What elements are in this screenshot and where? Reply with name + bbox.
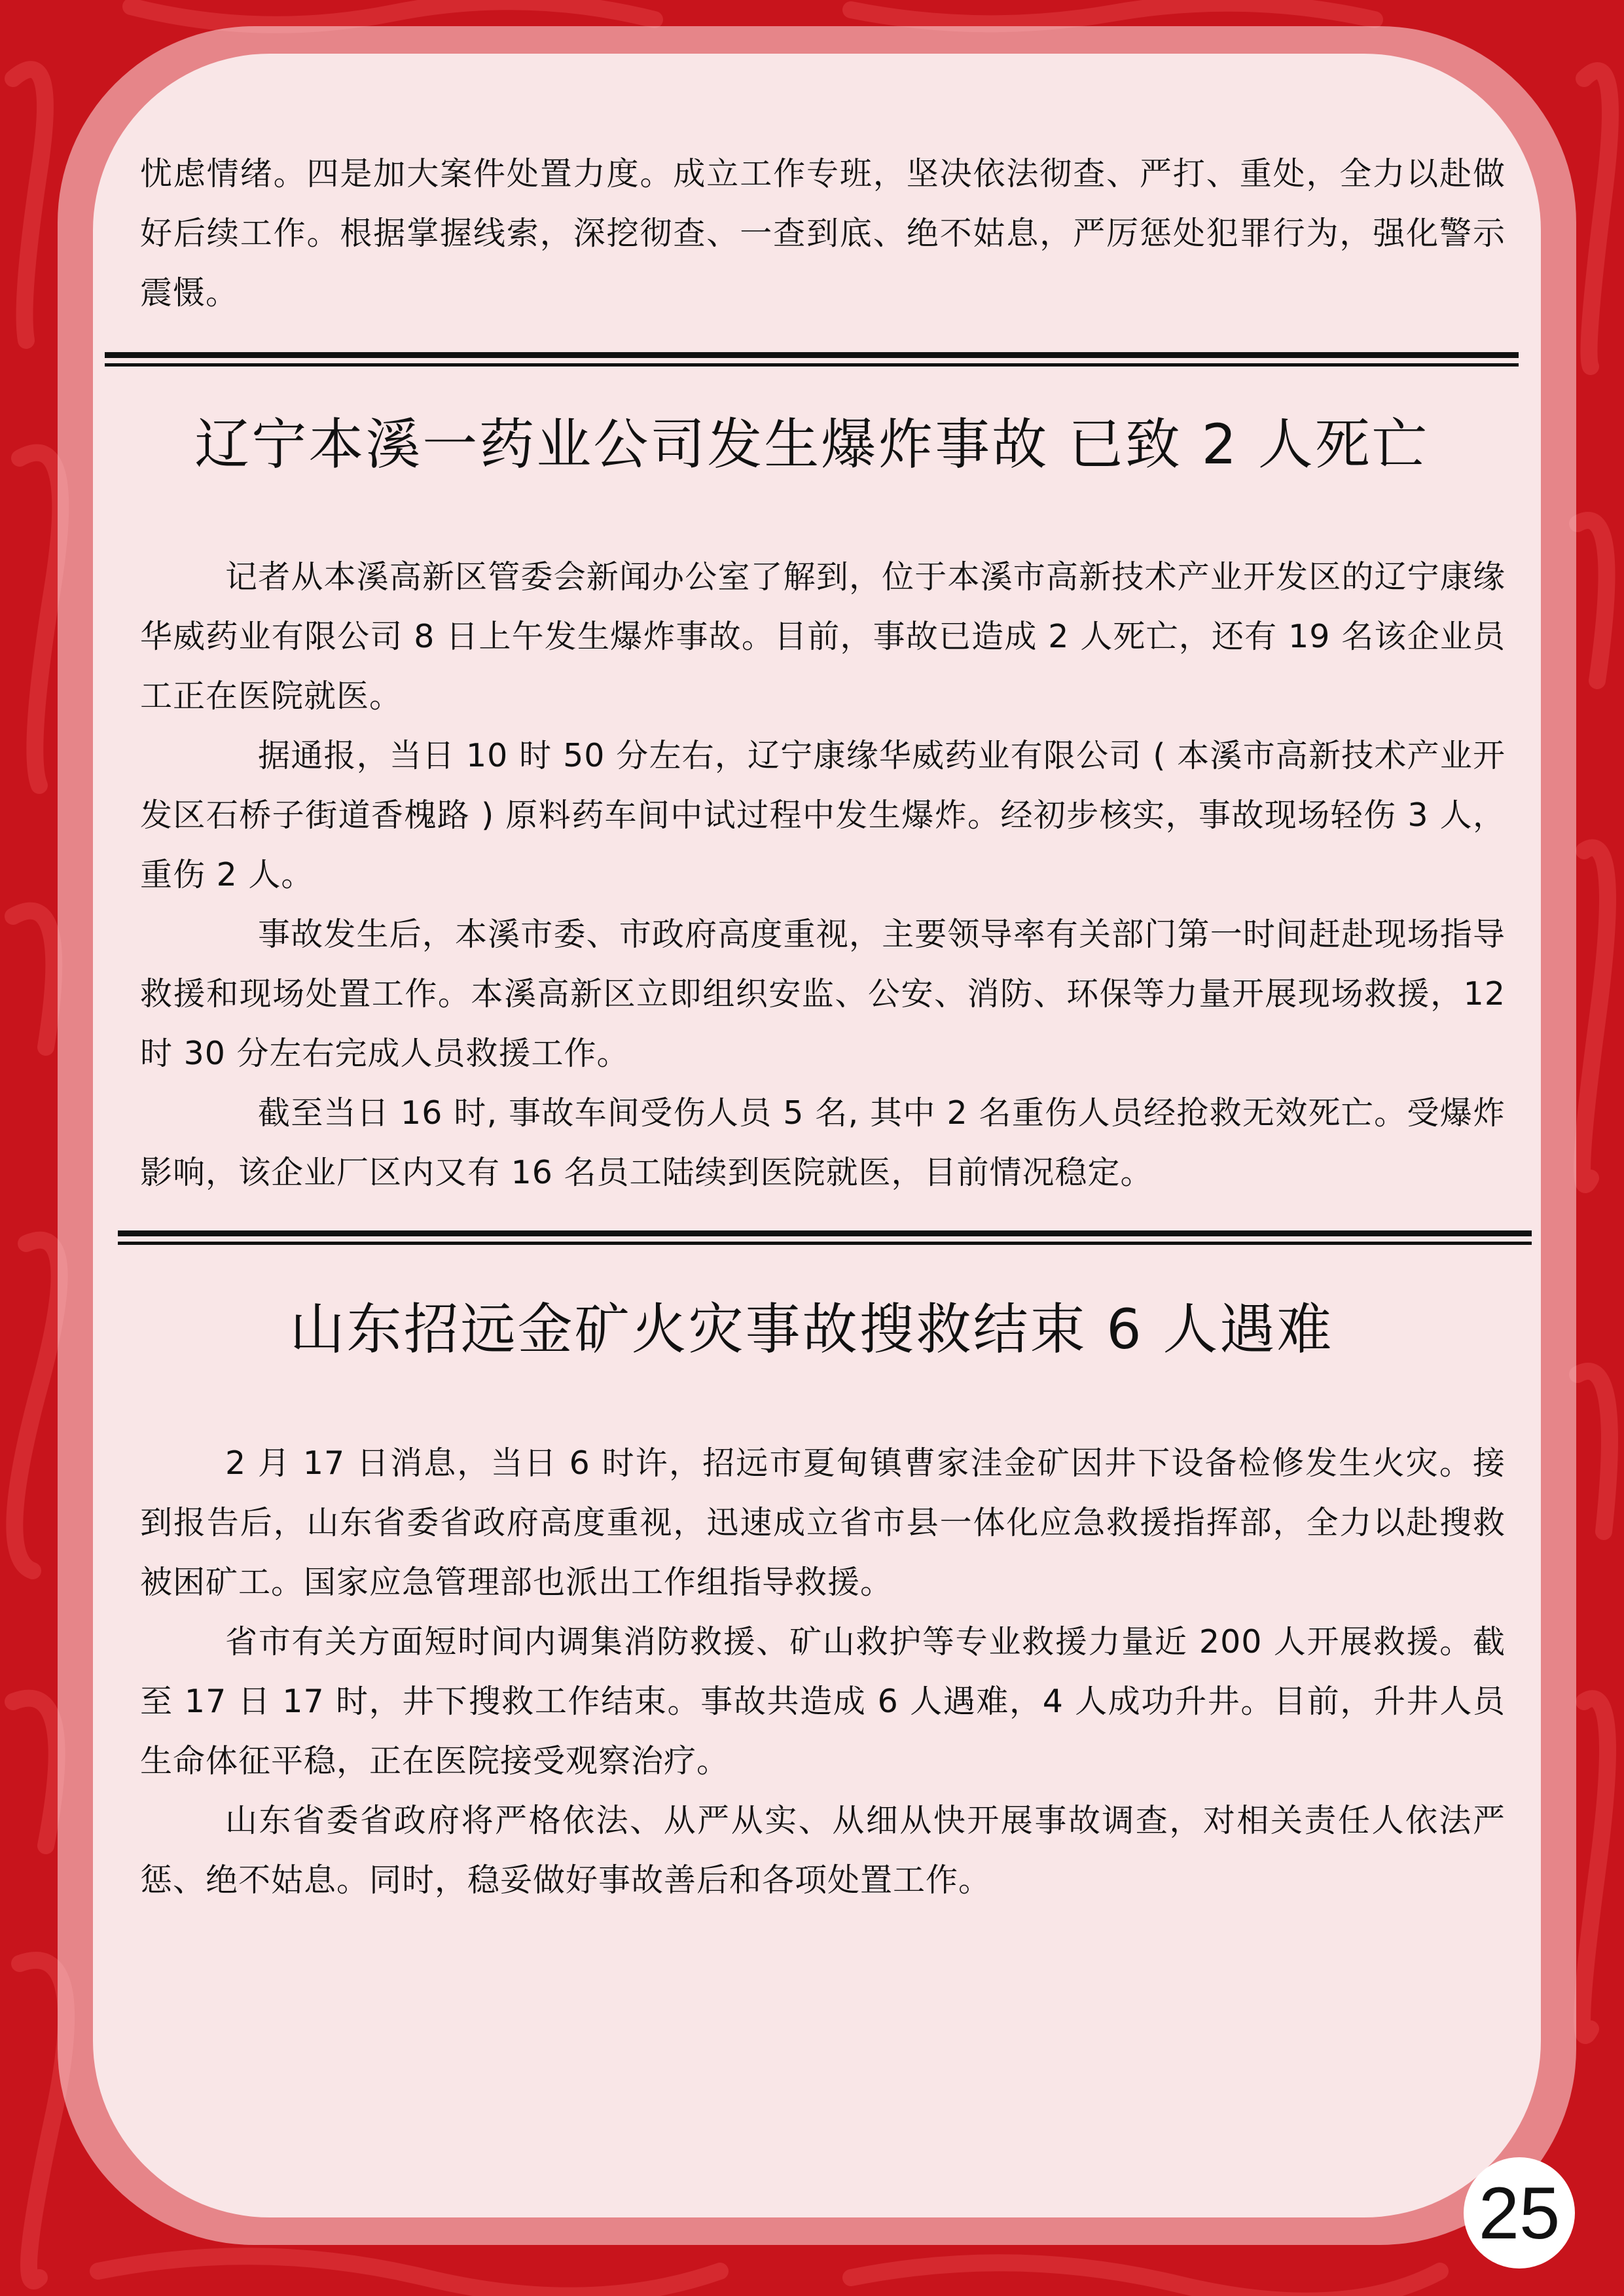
article2-title: 山东招远金矿火灾事故搜救结束 6 人遇难 bbox=[289, 1297, 1334, 1361]
article2-paragraph: 2 月 17 日消息，当日 6 时许，招远市夏甸镇曹家洼金矿因井下设备检修发生火灾。接到报告后，山东省委省政府高度重视，迅速成立省市县一体化应急救援指挥部，全力以赴搜救被困矿工。国家应急管理部也派出工作组指导救援。 bbox=[140, 1444, 1506, 1601]
intro-text bbox=[140, 144, 1506, 323]
intro-paragraph: 忧虑情绪。四是加大案件处置力度。成立工作专班，坚决依法彻查、严打、重处，全力以赴做好后续工作。根据掌握线索，深挖彻查、一查到底、绝不姑息，严厉惩处犯罪行为，强化警示震慑。 bbox=[140, 155, 1506, 312]
article2-body bbox=[140, 1433, 1506, 1910]
article1-body bbox=[140, 547, 1506, 1202]
article1-paragraph: 记者从本溪高新区管委会新闻办公室了解到，位于本溪市高新技术产业开发区的辽宁康缘华威药业有限公司 8 日上午发生爆炸事故。目前，事故已造成 2 人死亡，还有 19 名该企业员工正在医院就医。 bbox=[140, 558, 1506, 715]
article1-paragraph: 事故发生后，本溪市委、市政府高度重视，主要领导率有关部门第一时间赶赴现场指导救援和现场处置工作。本溪高新区立即组织安监、公安、消防、环保等力量开展现场救援，12 时 30 分左右完成人员救援工作。 bbox=[140, 916, 1506, 1072]
article1-paragraph: 据通报，当日 10 时 50 分左右，辽宁康缘华威药业有限公司 ( 本溪市高新技术产业开发区石桥子街道香槐路 ) 原料药车间中试过程中发生爆炸。经初步核实，事故现场轻伤 3 人，重伤 2 人。 bbox=[140, 737, 1506, 893]
section-divider bbox=[105, 352, 1519, 367]
page-number: 25 bbox=[1464, 2157, 1575, 2269]
article1-paragraph: 截至当日 16 时, 事故车间受伤人员 5 名, 其中 2 名重伤人员经抢救无效死亡。受爆炸影响，该企业厂区内又有 16 名员工陆续到医院就医，目前情况稳定。 bbox=[140, 1094, 1506, 1191]
article2-paragraph: 山东省委省政府将严格依法、从严从实、从细从快开展事故调查，对相关责任人依法严惩、绝不姑息。同时，稳妥做好事故善后和各项处置工作。 bbox=[140, 1802, 1506, 1899]
article2-paragraph: 省市有关方面短时间内调集消防救援、矿山救护等专业救援力量近 200 人开展救援。截至 17 日 17 时，井下搜救工作结束。事故共造成 6 人遇难，4 人成功升井。目前，升井人员生命体征平稳，正在医院接受观察治疗。 bbox=[140, 1623, 1506, 1780]
article1-title: 辽宁本溪一药业公司发生爆炸事故 已致 2 人死亡 bbox=[194, 412, 1429, 476]
section-divider bbox=[118, 1230, 1532, 1245]
